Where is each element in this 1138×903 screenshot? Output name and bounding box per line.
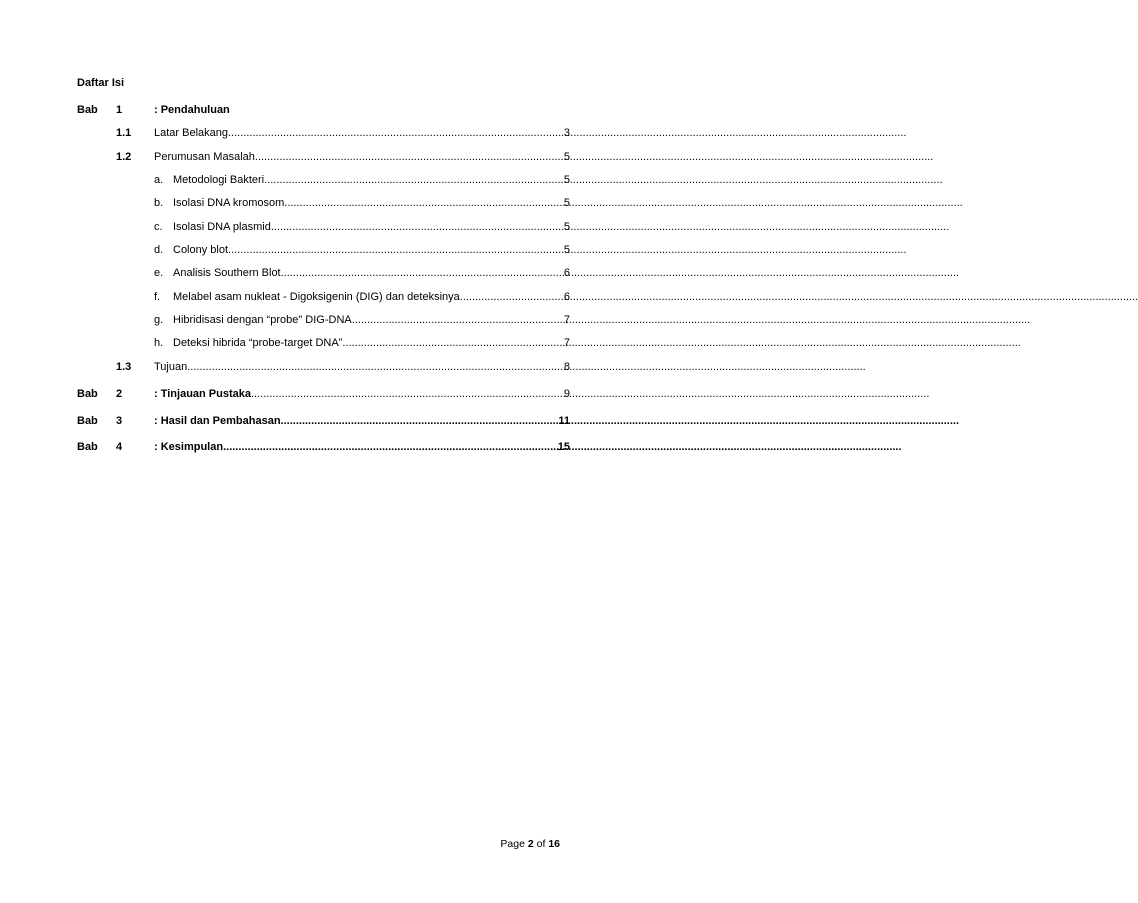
toc-row [0,312,638,328]
subsection-letter: d. [154,244,164,256]
toc-row [0,172,638,188]
toc-entry-title: : Kesimpulan [154,441,224,453]
toc-row [0,386,638,402]
toc-entry-title: Perumusan Masalah [154,151,255,163]
subsection-letter: a. [154,174,164,186]
toc-entry[interactable] [154,125,570,141]
page-number: 9 [563,388,570,400]
toc-row [0,242,638,258]
subsection-letter: h. [154,337,164,349]
dot-leader [255,149,933,165]
toc-entry[interactable] [154,386,570,402]
toc-entry-title: Colony blot [173,244,229,256]
page-number: 7 [563,337,570,349]
toc-entry[interactable] [173,312,570,328]
bab-label: Bab [77,441,98,453]
subsection-letter: b. [154,197,164,209]
chapter-number: 3 [116,415,123,427]
dot-leader [284,195,962,211]
bab-label: Bab [77,104,98,116]
bab-label: Bab [77,415,98,427]
subsection-letter: g. [154,314,164,326]
chapter-number: 4 [116,441,123,453]
toc-entry[interactable] [173,335,570,351]
footer-of: of [533,838,549,850]
toc-entry-title: Isolasi DNA kromosom [173,197,285,209]
toc-entry[interactable] [173,219,570,235]
toc-entry[interactable] [173,265,570,281]
toc-entry[interactable] [154,413,570,429]
toc-entry[interactable] [154,149,570,165]
toc-row [0,219,638,235]
toc-row [0,102,638,118]
page-number: 6 [563,267,570,279]
toc-entry-title: Tujuan [154,361,188,373]
page-footer [500,838,560,850]
dot-leader [281,413,959,429]
dot-leader [251,386,929,402]
dot-leader [460,289,1138,305]
page-number: 5 [563,244,570,256]
section-number: 1.2 [116,151,132,163]
dot-leader [342,335,1020,351]
page-number: 8 [563,361,570,373]
section-number: 1.1 [116,127,132,139]
subsection-letter: f. [154,291,161,303]
toc-row [0,289,638,305]
toc-row [0,413,638,429]
toc-entry[interactable] [173,289,570,305]
bab-label: Bab [77,388,98,400]
toc-row [0,335,638,351]
dot-leader [271,219,949,235]
toc-entry-title: Isolasi DNA plasmid [173,221,271,233]
page-number: 6 [563,291,570,303]
toc-entry-title: Metodologi Bakteri [173,174,265,186]
page-number: 15 [557,441,570,453]
page-number: 5 [563,151,570,163]
page-number: 3 [563,127,570,139]
toc-entry-title: : Tinjauan Pustaka [154,388,251,400]
total-pages-number: 16 [548,838,560,850]
toc-entry-title: : Pendahuluan [154,104,230,116]
toc-entry[interactable] [154,359,570,375]
chapter-number: 1 [116,104,123,116]
chapter-number: 2 [116,388,123,400]
dot-leader [281,265,959,281]
dot-leader [352,312,1030,328]
toc-entry[interactable] [173,195,570,211]
toc-row [0,149,638,165]
toc-row [0,125,638,141]
toc-entry-title: Melabel asam nukleat - Digoksigenin (DIG) dan deteksinya [173,291,460,303]
dot-leader [187,359,865,375]
subsection-letter: c. [154,221,163,233]
toc-heading: Daftar Isi [77,77,125,89]
toc-row [0,439,638,455]
toc-entry-title: : Hasil dan Pembahasan [154,415,281,427]
page-number: 7 [563,314,570,326]
toc-entry[interactable] [173,172,570,188]
toc-entry[interactable] [154,439,570,455]
subsection-letter: e. [154,267,164,279]
toc-entry-title: Hibridisasi dengan “probe" DIG-DNA [173,314,352,326]
page-number: 5 [563,197,570,209]
current-page-number: 2 [527,838,534,850]
footer-prefix: Page [500,838,528,850]
page-number: 5 [563,221,570,233]
toc-row [0,195,638,211]
section-number: 1.3 [116,361,132,373]
toc-entry[interactable] [173,242,570,258]
page-number: 5 [563,174,570,186]
toc-row [0,265,638,281]
toc-entry-title: Analisis Southern Blot [173,267,281,279]
toc-row [0,359,638,375]
page-number: 11 [558,415,570,427]
dot-leader [264,172,942,188]
toc-entry-title: Deteksi hibrida “probe-target DNA” [173,337,343,349]
toc-entry-title: Latar Belakang [154,127,228,139]
